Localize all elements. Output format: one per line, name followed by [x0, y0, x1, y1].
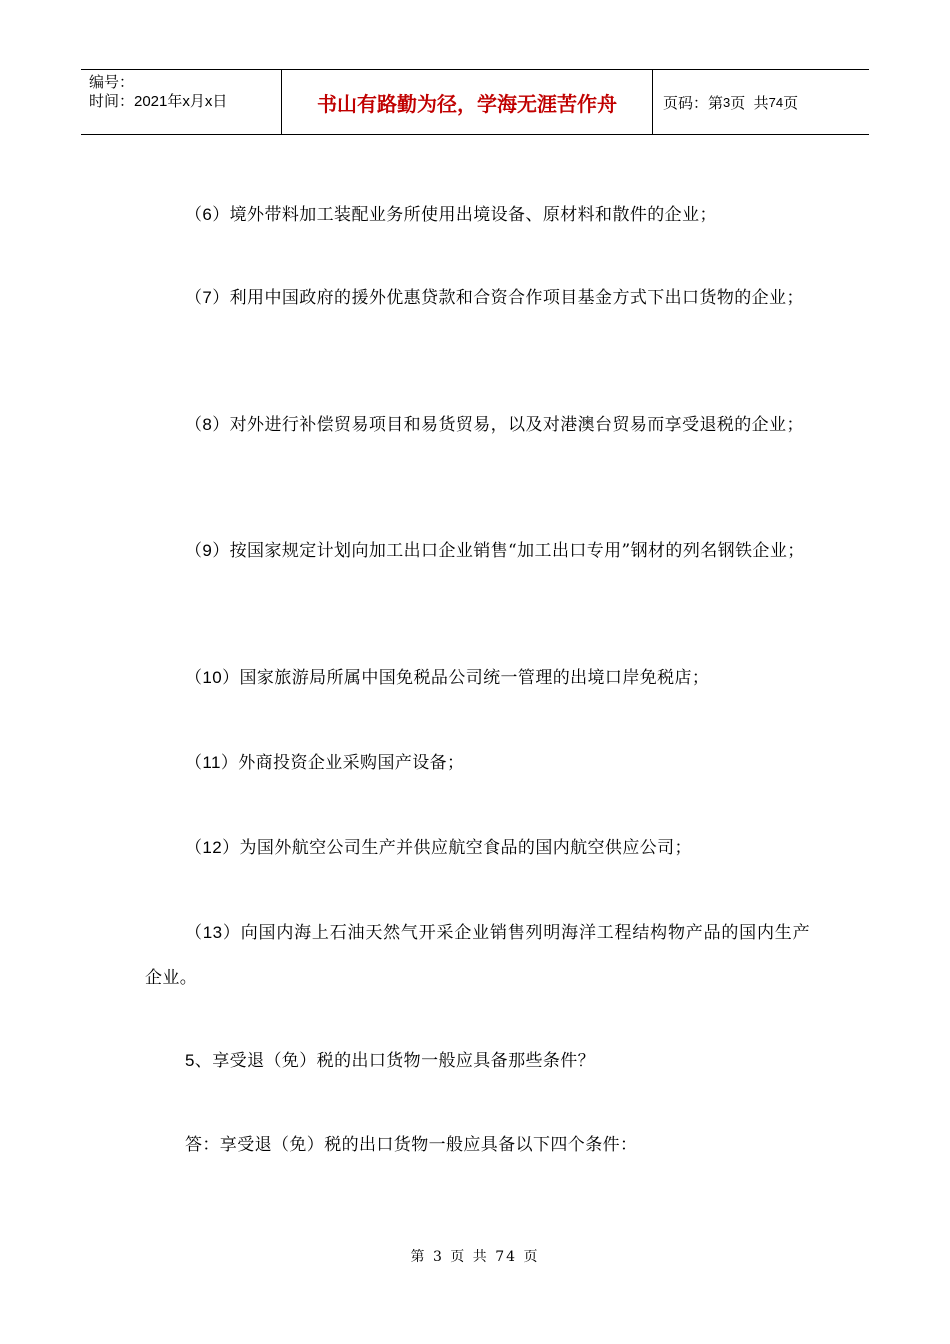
item-number: （8）	[185, 415, 230, 434]
list-item	[145, 528, 810, 574]
item-number: （13）	[185, 923, 241, 942]
header-motto: 书山有路勤为径，学海无涯苦作舟	[281, 70, 653, 134]
item-number: （7）	[185, 288, 230, 307]
item-text: 为国外航空公司生产并供应航空食品的国内航空供应公司；	[239, 838, 692, 858]
item-text: 对外进行补偿贸易项目和易货贸易，以及对港澳台贸易而享受退税的企业；	[229, 415, 804, 435]
question-text: 享受退（免）税的出口货物一般应具备那些条件？	[212, 1051, 596, 1071]
item-number: （6）	[185, 205, 230, 224]
list-item	[145, 655, 810, 701]
question-number: 5、	[185, 1051, 213, 1070]
answer-paragraph	[145, 1122, 810, 1168]
item-number: （9）	[185, 541, 230, 560]
document-number-label: 编号：	[89, 74, 135, 91]
item-text: 国家旅游局所属中国免税品公司统一管理的出境口岸免税店；	[239, 668, 710, 688]
item-text: 利用中国政府的援外优惠贷款和合资合作项目基金方式下出口货物的企业；	[229, 288, 804, 308]
page-total: 74	[768, 94, 784, 110]
page-label-prefix: 页码：第	[663, 94, 724, 112]
list-item	[145, 910, 810, 1001]
page-label-mid: 页 共	[730, 94, 769, 112]
list-item	[145, 275, 810, 321]
page-header	[81, 69, 869, 135]
page-current: 3	[723, 94, 731, 110]
list-item	[145, 402, 810, 448]
page-footer: 第 3 页 共 74 页	[410, 1249, 540, 1265]
list-item	[145, 740, 810, 786]
item-number: （11）	[185, 753, 239, 772]
item-text: 境外带料加工装配业务所使用出境设备、原材料和散件的企业；	[229, 205, 717, 225]
section-question	[145, 1038, 810, 1084]
list-item	[145, 825, 810, 871]
document-time-label: 时间：2021年x月x日	[89, 93, 228, 110]
header-page-info	[653, 70, 869, 134]
page-label-suffix: 页	[783, 94, 799, 112]
item-number: （12）	[185, 838, 240, 857]
header-meta	[81, 70, 281, 134]
answer-text: 答：享受退（免）税的出口货物一般应具备以下四个条件：	[185, 1135, 638, 1155]
item-text: 按国家规定计划向加工出口企业销售“加工出口专用”钢材的列名钢铁企业；	[229, 541, 805, 561]
item-text: 外商投资企业采购国产设备；	[238, 753, 465, 773]
item-number: （10）	[185, 668, 240, 687]
list-item	[145, 192, 810, 238]
item-text: 向国内海上石油天然气开采企业销售列明海洋工程结构物产品的国内生产企业。	[145, 923, 810, 988]
